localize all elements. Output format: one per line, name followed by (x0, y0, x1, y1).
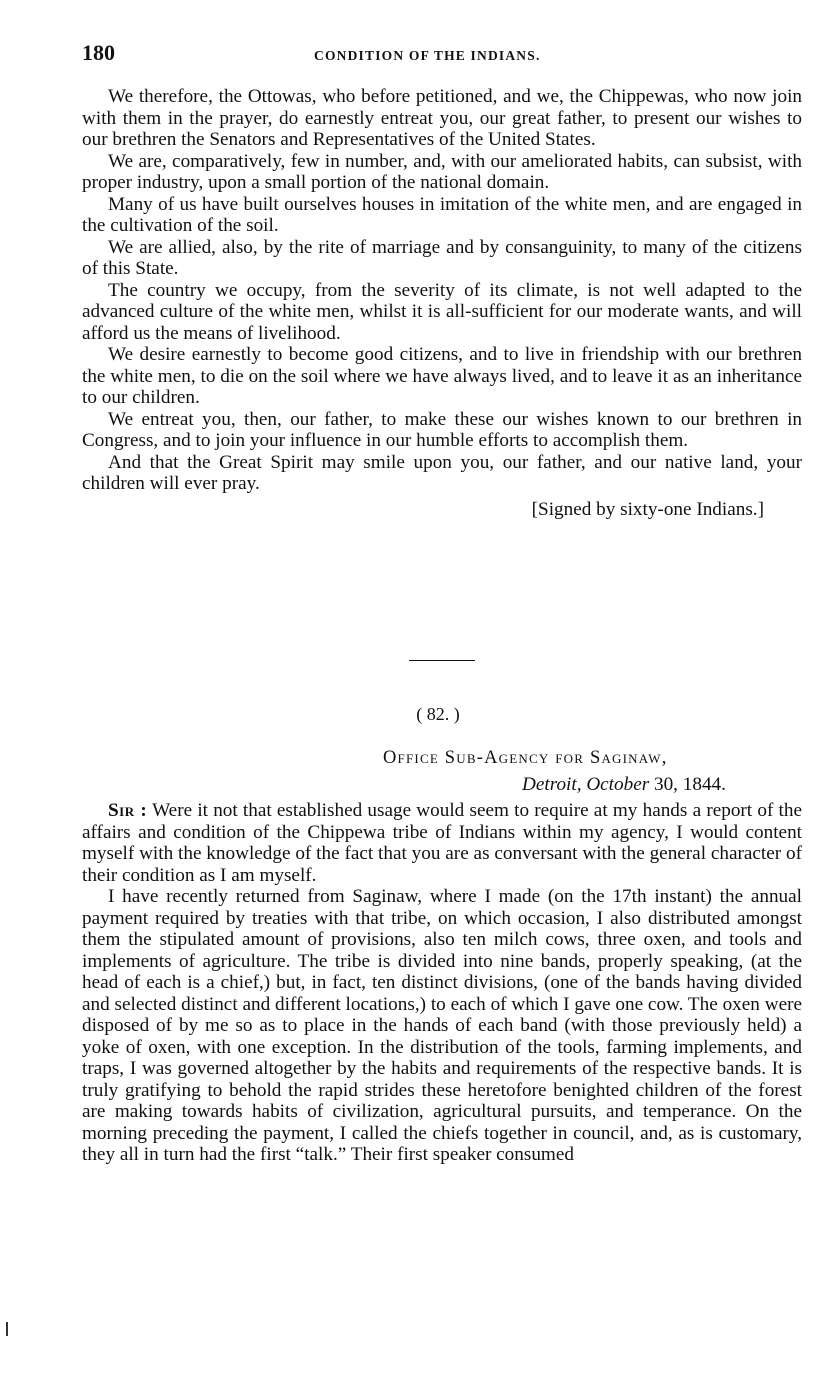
petition-paragraph: We therefore, the Ottowas, who before petitioned, and we, the Chippewas, who now join with them in the prayer, do earnestly entreat you, our great father, to present our wishes to our brethren the Senators and Representatives of the United States. (82, 86, 802, 150)
letter-dateline (522, 774, 726, 796)
petition-paragraph: We entreat you, then, our father, to make these our wishes known to our brethren in Congress, and to join your influence in our humble efforts to accomplish them. (82, 408, 802, 451)
letter-paragraph: I have recently returned from Saginaw, where I made (on the 17th instant) the annual payment required by treaties with that tribe, on which occasion, I also distributed amongst them the stipulated amount of provisions, also ten milch cows, three oxen, and tools and implements of agriculture. The tribe is divided into nine bands, properly speaking, (at the head of each is a chief,) but, in fact, ten distinct divisions, (one of the bands having divided and selected distinct and different locations,) to each of which I gave one cow. The oxen were disposed of by me so as to place in the hands of each band (with those previously held) a yoke of oxen, with one exception. In the distribution of the tools, farming implements, and traps, I was governed altogether by the habits and requirements of the respective bands. It is truly gratifying to behold the rapid strides these heretofore benighted children of the forest are making towards habits of civilization, agricultural pursuits, and temperance. On the morning preceding the payment, I called the chiefs together in council, and, as is customary, they all in turn had the first “talk.” Their first speaker consumed (82, 886, 802, 1165)
petition-paragraph: We desire earnestly to become good citizens, and to live in friendship with our brethren the white men, to die on the soil where we have always lived, and to leave it as an inheritance to our children. (82, 344, 802, 408)
petition-paragraph: We are allied, also, by the rite of marriage and by consanguinity, to many of the citizens of this State. (82, 236, 802, 279)
section-divider (409, 660, 475, 661)
margin-mark (6, 1322, 12, 1336)
petition-text (82, 86, 802, 521)
petition-paragraph: Many of us have built ourselves houses in imitation of the white men, and are engaged in the cultivation of the soil. (82, 193, 802, 236)
petition-paragraph: The country we occupy, from the severity of its climate, is not well adapted to the advanced culture of the white men, whilst it is all-sufficient for our moderate wants, and will afford us the means of livelihood. (82, 279, 802, 344)
petition-signature: [Signed by sixty-one Indians.] (531, 498, 764, 520)
letter-paragraph (82, 800, 802, 886)
page-header (82, 40, 802, 70)
running-head: CONDITION OF THE INDIANS. (314, 48, 541, 63)
letter-text (82, 800, 802, 1166)
letter-salutation: Sir : (108, 800, 148, 821)
letter-place: Detroit, (522, 774, 582, 795)
page-number: 180 (82, 40, 115, 65)
letter-office-heading: Office Sub-Agency for Saginaw, (383, 748, 668, 768)
letter-date: 30, 1844. (653, 774, 726, 795)
letter-month: October (586, 774, 650, 795)
letter-paragraph-1-text: Were it not that established usage would seem to require at my hands a report of the affairs and condition of the Chippewa tribe of Indians within my agency, I would content myself with the knowledge of the fact that you are as conversant with the general character of their condition as I am myself. (82, 800, 802, 886)
petition-paragraph: And that the Great Spirit may smile upon you, our father, and our native land, your children will ever pray. (82, 451, 802, 494)
petition-paragraph: We are, comparatively, few in number, and, with our ameliorated habits, can subsist, with proper industry, upon a small portion of the national domain. (82, 150, 802, 193)
document-number: ( 82. ) (416, 704, 460, 724)
